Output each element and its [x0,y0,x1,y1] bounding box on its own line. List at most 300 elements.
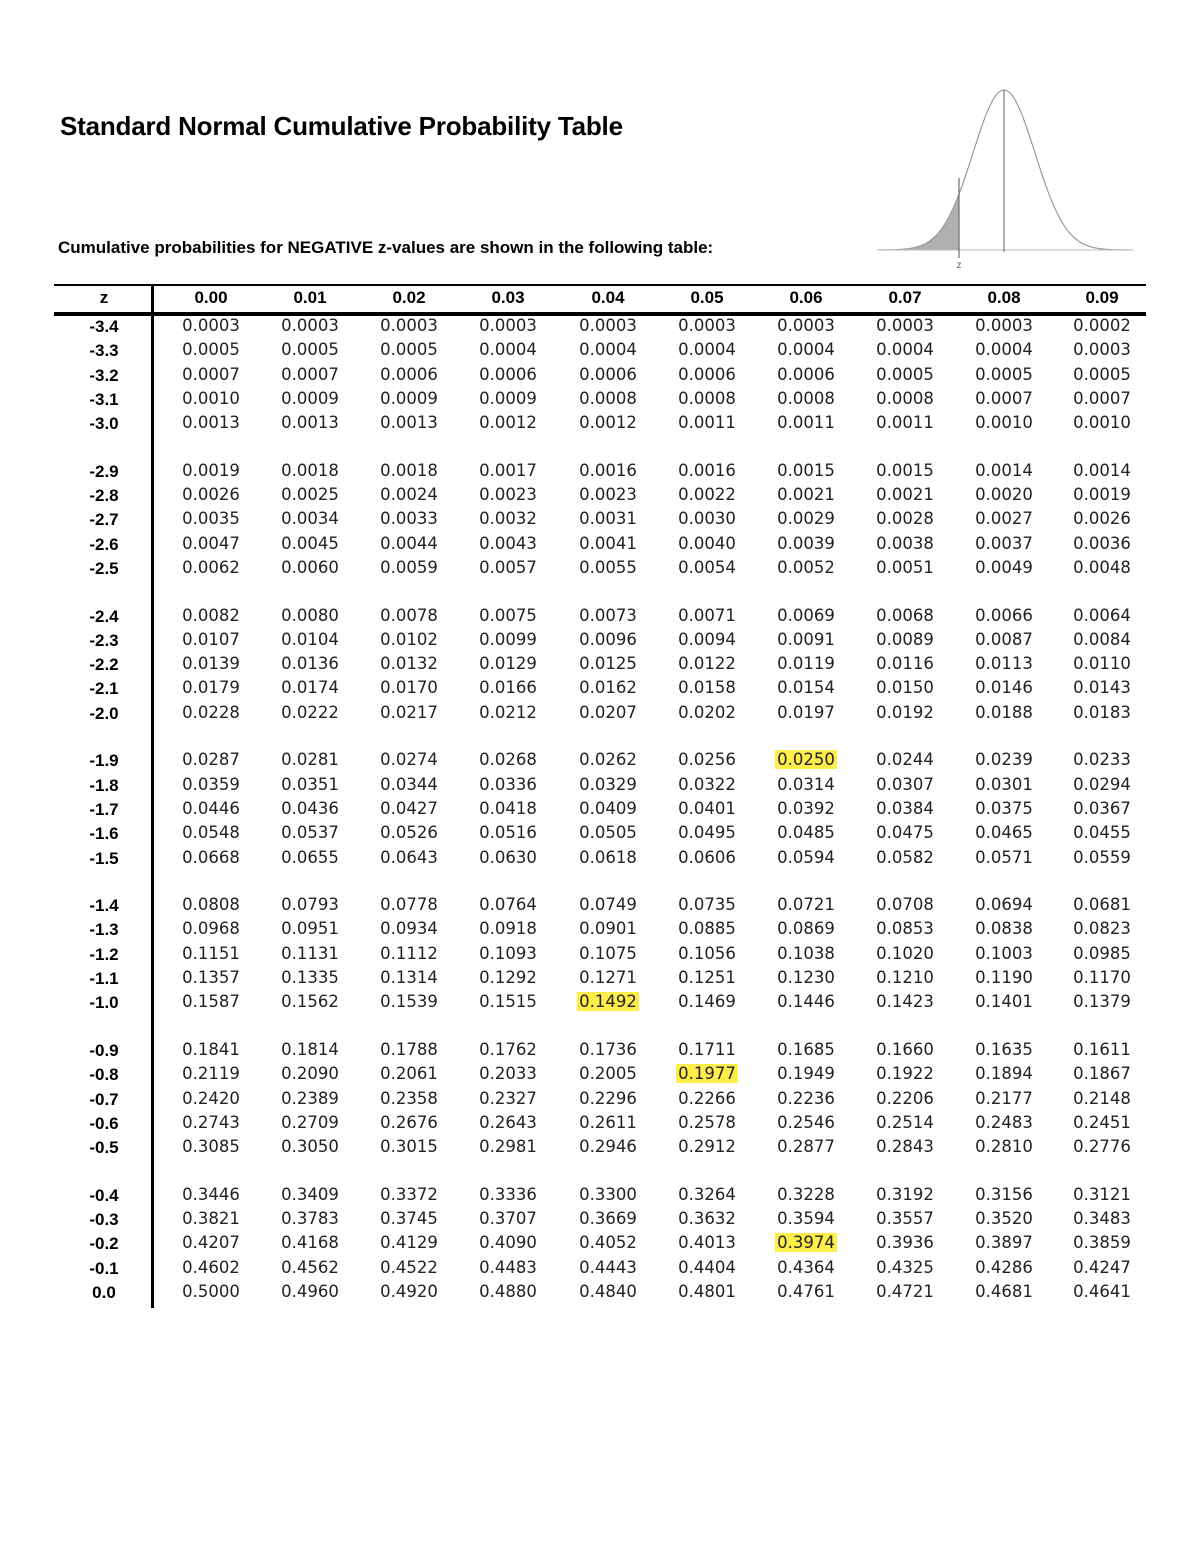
probability-cell [1062,703,1142,722]
highlighted-probability-value: 0.3974 [777,1233,835,1253]
probability-value: 0.4443 [579,1257,637,1277]
probability-value: 0.0582 [876,847,934,867]
probability-value: 0.0028 [876,509,934,529]
probability-cell [865,1209,945,1228]
table-row [54,1282,1146,1306]
probability-value: 0.0009 [281,388,339,408]
probability-value: 0.0041 [579,533,637,553]
probability-cell [171,389,251,408]
probability-value: 0.0217 [380,702,438,722]
probability-cell [1062,1233,1142,1252]
probability-cell [1062,558,1142,577]
z-value: -2.3 [89,630,119,650]
probability-value: 0.0006 [777,364,835,384]
table-row [54,944,1146,968]
probability-cell [964,1064,1044,1083]
probability-value: 0.0002 [1073,316,1131,335]
probability-cell [270,654,350,673]
probability-cell [667,678,747,697]
probability-cell [468,413,548,432]
probability-value: 0.0037 [975,533,1033,553]
z-value: -1.1 [89,969,119,989]
probability-cell [270,1258,350,1277]
probability-cell [667,799,747,818]
probability-value: 0.3015 [380,1137,438,1157]
z-value: -1.7 [89,799,119,819]
probability-value: 0.0132 [380,654,438,674]
probability-cell [964,630,1044,649]
probability-cell [964,1209,1044,1228]
probability-cell [369,1064,449,1083]
probability-value: 0.1251 [678,968,736,988]
probability-value: 0.4920 [380,1281,438,1301]
probability-value: 0.1711 [678,1039,736,1059]
probability-cell [865,848,945,867]
probability-cell [964,1089,1044,1108]
probability-value: 0.0096 [579,629,637,649]
probability-value: 0.0004 [876,340,934,360]
probability-value: 0.0485 [777,823,835,843]
z-value: -1.3 [89,920,119,940]
probability-cell [766,1185,846,1204]
probability-cell [468,1089,548,1108]
probability-value: 0.0516 [479,823,537,843]
probability-value: 0.0047 [182,533,240,553]
z-value: -1.2 [89,944,119,964]
probability-cell [1062,1209,1142,1228]
probability-cell [369,799,449,818]
probability-value: 0.4721 [876,1281,934,1301]
probability-cell [468,703,548,722]
probability-cell [369,823,449,842]
probability-cell [667,1185,747,1204]
z-value: -0.1 [89,1258,119,1278]
probability-cell [667,1089,747,1108]
probability-value: 0.2810 [975,1137,1033,1157]
probability-cell [568,919,648,938]
probability-cell [865,461,945,480]
probability-cell [369,606,449,625]
probability-value: 0.0174 [281,678,339,698]
probability-cell [865,340,945,359]
probability-value: 0.1539 [380,992,438,1012]
probability-cell [568,703,648,722]
probability-cell [270,1089,350,1108]
probability-cell [171,678,251,697]
probability-value: 0.3372 [380,1184,438,1204]
probability-cell [171,992,251,1011]
probability-cell [1062,1089,1142,1108]
group-spacer [54,727,1146,750]
probability-value: 0.0051 [876,557,934,577]
probability-cell [468,895,548,914]
probability-cell [171,1185,251,1204]
probability-cell [1062,1064,1142,1083]
probability-cell [171,509,251,528]
probability-cell [1062,509,1142,528]
probability-cell [1062,654,1142,673]
probability-value: 0.1562 [281,992,339,1012]
probability-value: 0.0032 [479,509,537,529]
probability-cell [568,558,648,577]
probability-value: 0.0202 [678,702,736,722]
z-value: -2.8 [89,486,119,506]
probability-cell [766,895,846,914]
probability-cell [369,461,449,480]
probability-value: 0.0951 [281,919,339,939]
bell-curve-line [877,90,1133,250]
probability-value: 0.0281 [281,750,339,770]
probability-cell [865,509,945,528]
probability-cell [468,1185,548,1204]
probability-value: 0.1190 [975,968,1033,988]
probability-value: 0.0068 [876,605,934,625]
probability-cell [865,413,945,432]
probability-cell [766,944,846,963]
probability-value: 0.3632 [678,1208,736,1228]
probability-value: 0.1056 [678,943,736,963]
table-row [54,799,1146,823]
probability-cell [568,534,648,553]
probability-value: 0.1292 [479,968,537,988]
probability-value: 0.1469 [678,992,736,1012]
probability-value: 0.2206 [876,1088,934,1108]
probability-value: 0.1736 [579,1039,637,1059]
probability-cell [1062,775,1142,794]
probability-value: 0.3483 [1073,1208,1131,1228]
probability-value: 0.0010 [975,413,1033,433]
probability-cell [270,1113,350,1132]
probability-cell [568,340,648,359]
probability-value: 0.3264 [678,1184,736,1204]
probability-value: 0.0183 [1073,702,1131,722]
probability-value: 0.0005 [182,340,240,360]
probability-cell [568,895,648,914]
probability-cell [667,509,747,528]
probability-value: 0.0594 [777,847,835,867]
probability-cell [964,606,1044,625]
probability-cell [766,750,846,769]
probability-cell [270,365,350,384]
z-value: -0.3 [89,1209,119,1229]
probability-value: 0.2578 [678,1112,736,1132]
probability-value: 0.4960 [281,1281,339,1301]
probability-value: 0.4129 [380,1233,438,1253]
probability-value: 0.0004 [975,340,1033,360]
probability-cell [369,703,449,722]
probability-cell [865,1185,945,1204]
probability-cell [964,1137,1044,1156]
probability-cell [766,630,846,649]
table-row [54,316,1146,340]
probability-value: 0.0003 [1073,340,1131,360]
probability-value: 0.2676 [380,1112,438,1132]
probability-value: 0.0099 [479,629,537,649]
probability-cell [1062,1282,1142,1301]
probability-value: 0.0087 [975,629,1033,649]
probability-cell [568,775,648,794]
probability-value: 0.0006 [579,364,637,384]
probability-cell [964,1258,1044,1277]
probability-cell [369,1282,449,1301]
probability-cell [667,1064,747,1083]
table-row [54,630,1146,654]
probability-cell [568,606,648,625]
probability-cell [270,1185,350,1204]
probability-cell [468,1064,548,1083]
probability-cell [964,992,1044,1011]
probability-value: 0.0017 [479,460,537,480]
probability-value: 0.0154 [777,678,835,698]
probability-value: 0.2743 [182,1112,240,1132]
probability-value: 0.0294 [1073,774,1131,794]
probability-value: 0.2327 [479,1088,537,1108]
probability-value: 0.4681 [975,1281,1033,1301]
probability-cell [171,750,251,769]
probability-value: 0.1003 [975,943,1033,963]
probability-value: 0.1170 [1073,968,1131,988]
probability-cell [964,1040,1044,1059]
probability-value: 0.0007 [281,364,339,384]
probability-cell [171,823,251,842]
probability-cell [964,750,1044,769]
probability-cell [766,365,846,384]
z-value: -1.6 [89,824,119,844]
probability-cell [667,340,747,359]
z-value: -0.8 [89,1065,119,1085]
probability-value: 0.0013 [281,413,339,433]
probability-cell [468,823,548,842]
probability-cell [171,848,251,867]
probability-value: 0.0188 [975,702,1033,722]
probability-cell [171,606,251,625]
probability-value: 0.2296 [579,1088,637,1108]
probability-cell [369,895,449,914]
probability-value: 0.0918 [479,919,537,939]
probability-cell [468,968,548,987]
probability-value: 0.0681 [1073,895,1131,915]
probability-cell [1062,340,1142,359]
probability-cell [568,1089,648,1108]
probability-cell [667,534,747,553]
column-header: 0.07 [888,288,922,307]
probability-value: 0.2451 [1073,1112,1131,1132]
probability-value: 0.2090 [281,1064,339,1084]
probability-value: 0.3156 [975,1184,1033,1204]
probability-cell [964,389,1044,408]
probability-cell [568,944,648,963]
probability-value: 0.0256 [678,750,736,770]
z-table [54,284,1146,1306]
probability-cell [766,316,846,335]
table-row [54,750,1146,774]
probability-value: 0.0322 [678,774,736,794]
probability-cell [468,1258,548,1277]
probability-cell [964,654,1044,673]
z-value: -2.4 [89,606,119,626]
probability-cell [468,1282,548,1301]
probability-value: 0.3446 [182,1184,240,1204]
probability-value: 0.0537 [281,823,339,843]
probability-value: 0.0005 [975,364,1033,384]
probability-cell [369,750,449,769]
probability-cell [766,919,846,938]
probability-value: 0.0239 [975,750,1033,770]
probability-value: 0.4013 [678,1233,736,1253]
probability-value: 0.1314 [380,968,438,988]
probability-cell [766,389,846,408]
probability-cell [568,509,648,528]
column-header: 0.08 [987,288,1021,307]
probability-cell [171,799,251,818]
probability-cell [468,1137,548,1156]
probability-cell [1062,799,1142,818]
probability-value: 0.0048 [1073,557,1131,577]
probability-cell [568,1113,648,1132]
probability-value: 0.2005 [579,1064,637,1084]
probability-cell [865,750,945,769]
probability-cell [171,1040,251,1059]
probability-value: 0.2514 [876,1112,934,1132]
probability-value: 0.0069 [777,605,835,625]
probability-cell [468,461,548,480]
probability-cell [1062,1258,1142,1277]
probability-value: 0.0043 [479,533,537,553]
probability-value: 0.4602 [182,1257,240,1277]
probability-value: 0.0006 [380,364,438,384]
probability-cell [766,485,846,504]
probability-cell [766,1064,846,1083]
probability-value: 0.2981 [479,1137,537,1157]
probability-value: 0.2946 [579,1137,637,1157]
probability-value: 0.2643 [479,1112,537,1132]
probability-value: 0.2177 [975,1088,1033,1108]
probability-cell [369,413,449,432]
probability-cell [468,799,548,818]
probability-value: 0.0010 [182,388,240,408]
probability-cell [171,775,251,794]
column-header: 0.02 [392,288,426,307]
probability-cell [468,775,548,794]
probability-value: 0.3936 [876,1233,934,1253]
probability-value: 0.0030 [678,509,736,529]
table-row [54,1209,1146,1233]
probability-value: 0.3745 [380,1208,438,1228]
probability-value: 0.0436 [281,798,339,818]
probability-value: 0.3783 [281,1208,339,1228]
probability-value: 0.0005 [876,364,934,384]
table-row [54,389,1146,413]
probability-value: 0.1230 [777,968,835,988]
probability-value: 0.0307 [876,774,934,794]
probability-cell [369,678,449,697]
probability-value: 0.1635 [975,1039,1033,1059]
probability-value: 0.4761 [777,1281,835,1301]
probability-cell [171,968,251,987]
probability-value: 0.0007 [975,388,1033,408]
probability-cell [369,1137,449,1156]
probability-cell [171,558,251,577]
probability-value: 0.0018 [281,460,339,480]
probability-cell [171,340,251,359]
probability-cell [568,992,648,1011]
probability-value: 0.0212 [479,702,537,722]
probability-value: 0.0020 [975,485,1033,505]
probability-value: 0.0008 [678,388,736,408]
table-row [54,895,1146,919]
probability-value: 0.2119 [182,1064,240,1084]
probability-value: 0.1922 [876,1064,934,1084]
probability-cell [964,1113,1044,1132]
probability-cell [270,558,350,577]
probability-cell [270,703,350,722]
probability-cell [468,678,548,697]
table-row [54,992,1146,1016]
probability-cell [1062,823,1142,842]
probability-value: 0.0004 [678,340,736,360]
normal-curve-figure [875,82,1135,272]
probability-cell [1062,678,1142,697]
probability-value: 0.1841 [182,1039,240,1059]
table-row [54,823,1146,847]
column-header: 0.05 [690,288,724,307]
probability-cell [568,630,648,649]
probability-value: 0.4286 [975,1257,1033,1277]
probability-value: 0.1446 [777,992,835,1012]
probability-cell [468,919,548,938]
probability-cell [369,485,449,504]
probability-value: 0.0012 [579,413,637,433]
z-value: -0.7 [89,1089,119,1109]
probability-value: 0.0778 [380,895,438,915]
probability-value: 0.1379 [1073,992,1131,1012]
probability-value: 0.2358 [380,1088,438,1108]
probability-value: 0.0853 [876,919,934,939]
probability-cell [964,968,1044,987]
table-row [54,1089,1146,1113]
probability-cell [369,1089,449,1108]
probability-value: 0.0019 [1073,485,1131,505]
probability-cell [964,848,1044,867]
probability-value: 0.1038 [777,943,835,963]
probability-value: 0.1660 [876,1039,934,1059]
probability-cell [171,630,251,649]
probability-cell [270,509,350,528]
probability-value: 0.0057 [479,557,537,577]
probability-value: 0.0197 [777,702,835,722]
probability-cell [468,1040,548,1059]
probability-cell [667,365,747,384]
probability-value: 0.0059 [380,557,438,577]
probability-value: 0.0384 [876,798,934,818]
z-value: -0.9 [89,1040,119,1060]
probability-value: 0.2420 [182,1088,240,1108]
probability-cell [270,944,350,963]
probability-value: 0.0122 [678,654,736,674]
probability-cell [468,340,548,359]
probability-value: 0.4641 [1073,1281,1131,1301]
probability-value: 0.0150 [876,678,934,698]
probability-value: 0.2148 [1073,1088,1131,1108]
probability-cell [270,1282,350,1301]
probability-cell [766,1282,846,1301]
probability-value: 0.0062 [182,557,240,577]
table-row [54,703,1146,727]
probability-cell [964,534,1044,553]
probability-cell [468,509,548,528]
table-row [54,1185,1146,1209]
column-header: 0.00 [194,288,228,307]
